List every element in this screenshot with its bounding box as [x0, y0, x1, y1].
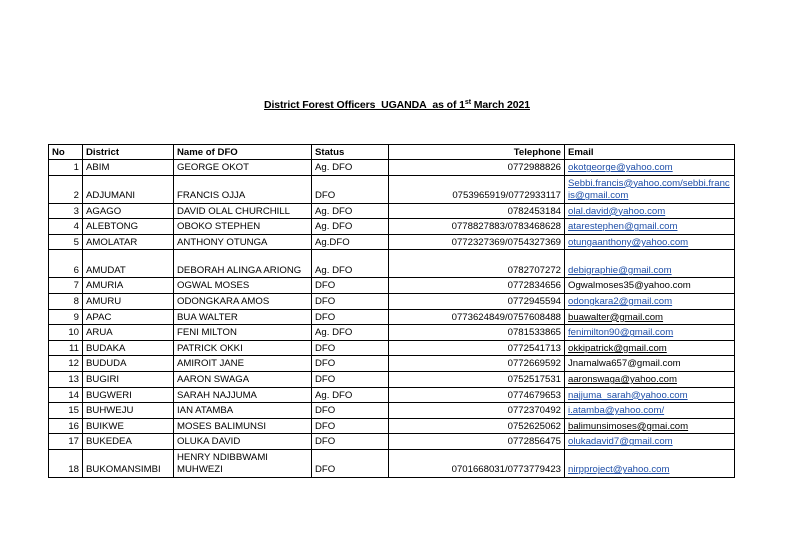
cell-district: BUIKWE: [83, 418, 174, 434]
cell-telephone: 0772541713: [389, 340, 565, 356]
email-link[interactable]: otungaanthony@yahoo.com: [568, 236, 689, 248]
table-row: [49, 203, 735, 219]
cell-no: 15: [49, 403, 83, 419]
email-link[interactable]: okotgeorge@yahoo.com: [568, 162, 673, 174]
cell-telephone: 0772945594: [389, 293, 565, 309]
cell-telephone: 0772327369/0754327369: [389, 234, 565, 250]
email-link[interactable]: balimunsimoses@gmai.com: [568, 420, 689, 432]
cell-telephone: 0772370492: [389, 403, 565, 419]
cell-status: Ag. DFO: [312, 387, 389, 403]
cell-no: 5: [49, 234, 83, 250]
cell-telephone: 0701668031/0773779423: [389, 449, 565, 477]
cell-email: [565, 340, 735, 356]
email-link[interactable]: buawalter@gmail.com: [568, 311, 664, 323]
cell-status: Ag.DFO: [312, 234, 389, 250]
header-district: District: [83, 145, 174, 160]
cell-name: OLUKA DAVID: [174, 434, 312, 450]
cell-no: 7: [49, 278, 83, 294]
cell-no: 1: [49, 160, 83, 176]
table-row: [49, 418, 735, 434]
cell-name: IAN ATAMBA: [174, 403, 312, 419]
email-link[interactable]: aaronswaga@yahoo.com: [568, 374, 677, 386]
cell-name: GEORGE OKOT: [174, 160, 312, 176]
cell-no: 18: [49, 449, 83, 477]
cell-name: DAVID OLAL CHURCHILL: [174, 203, 312, 219]
table-row: [49, 340, 735, 356]
table-row: [49, 434, 735, 450]
cell-no: 16: [49, 418, 83, 434]
cell-no: 6: [49, 250, 83, 278]
cell-email: [565, 203, 735, 219]
cell-district: BUHWEJU: [83, 403, 174, 419]
table-row: [49, 387, 735, 403]
cell-district: AMURU: [83, 293, 174, 309]
dfo-table: [48, 144, 735, 478]
cell-telephone: 0774679653: [389, 387, 565, 403]
cell-district: BUDUDA: [83, 356, 174, 372]
cell-district: ARUA: [83, 325, 174, 341]
cell-email: [565, 418, 735, 434]
cell-telephone: 0772856475: [389, 434, 565, 450]
table-row: [49, 371, 735, 387]
cell-status: DFO: [312, 356, 389, 372]
email-link[interactable]: najjuma_sarah@yahoo.com: [568, 389, 688, 401]
table-row: [49, 219, 735, 235]
header-no: No: [49, 145, 83, 160]
cell-district: AMURIA: [83, 278, 174, 294]
cell-status: DFO: [312, 418, 389, 434]
cell-telephone: 0753965919/0772933117: [389, 175, 565, 203]
header-telephone: Telephone: [389, 145, 565, 160]
cell-name: MOSES BALIMUNSI: [174, 418, 312, 434]
cell-no: 10: [49, 325, 83, 341]
cell-telephone: 0781533865: [389, 325, 565, 341]
email-link[interactable]: Sebbi.francis@yahoo.com/sebbi.francis@gmail.com: [568, 177, 730, 202]
cell-no: 4: [49, 219, 83, 235]
cell-district: BUDAKA: [83, 340, 174, 356]
title-superscript: st: [464, 99, 471, 106]
cell-district: BUGWERI: [83, 387, 174, 403]
table-row: [49, 293, 735, 309]
table-row: [49, 250, 735, 278]
cell-status: Ag. DFO: [312, 250, 389, 278]
cell-telephone: 0772988826: [389, 160, 565, 176]
header-status: Status: [312, 145, 389, 160]
cell-email: [565, 325, 735, 341]
cell-no: 14: [49, 387, 83, 403]
cell-status: DFO: [312, 278, 389, 294]
table-row: [49, 160, 735, 176]
cell-email: [565, 175, 735, 203]
cell-name: OBOKO STEPHEN: [174, 219, 312, 235]
table-row: [49, 234, 735, 250]
cell-status: Ag. DFO: [312, 219, 389, 235]
email-link[interactable]: nirpproject@yahoo.com: [568, 464, 670, 476]
cell-no: 13: [49, 371, 83, 387]
cell-email: [565, 356, 735, 372]
cell-no: 17: [49, 434, 83, 450]
header-email: Email: [565, 145, 735, 160]
cell-district: BUGIRI: [83, 371, 174, 387]
table-row: [49, 175, 735, 203]
cell-status: Ag. DFO: [312, 325, 389, 341]
cell-district: ADJUMANI: [83, 175, 174, 203]
cell-status: DFO: [312, 293, 389, 309]
table-row: [49, 325, 735, 341]
cell-status: DFO: [312, 340, 389, 356]
cell-email: [565, 371, 735, 387]
cell-name: DEBORAH ALINGA ARIONG: [174, 250, 312, 278]
cell-name: OGWAL MOSES: [174, 278, 312, 294]
cell-email: [565, 309, 735, 325]
table-row: [49, 403, 735, 419]
cell-email: [565, 449, 735, 477]
cell-name: ANTHONY OTUNGA: [174, 234, 312, 250]
cell-district: AGAGO: [83, 203, 174, 219]
cell-telephone: 0772834656: [389, 278, 565, 294]
cell-district: APAC: [83, 309, 174, 325]
cell-no: 3: [49, 203, 83, 219]
email-link[interactable]: olukadavid7@gmail.com: [568, 436, 673, 448]
title-main: District Forest Officers_UGANDA_as of 1: [264, 99, 465, 111]
cell-status: DFO: [312, 449, 389, 477]
cell-district: ALEBTONG: [83, 219, 174, 235]
cell-district: AMUDAT: [83, 250, 174, 278]
cell-name: AARON SWAGA: [174, 371, 312, 387]
email-link: Jnamalwa657@gmail.com: [568, 358, 681, 370]
header-name: Name of DFO: [174, 145, 312, 160]
table-row: [49, 356, 735, 372]
cell-telephone: 0778827883/0783468628: [389, 219, 565, 235]
cell-telephone: 0773624849/0757608488: [389, 309, 565, 325]
cell-name: AMIROIT JANE: [174, 356, 312, 372]
email-link[interactable]: fenimilton90@gmail.com: [568, 327, 674, 339]
cell-name: HENRY NDIBBWAMI MUHWEZI: [174, 449, 312, 477]
cell-telephone: 0752517531: [389, 371, 565, 387]
cell-telephone: 0782453184: [389, 203, 565, 219]
cell-status: DFO: [312, 175, 389, 203]
cell-name: BUA WALTER: [174, 309, 312, 325]
cell-email: [565, 219, 735, 235]
cell-status: Ag. DFO: [312, 160, 389, 176]
cell-email: [565, 278, 735, 294]
cell-name: FRANCIS OJJA: [174, 175, 312, 203]
cell-status: DFO: [312, 309, 389, 325]
cell-district: ABIM: [83, 160, 174, 176]
cell-name: ODONGKARA AMOS: [174, 293, 312, 309]
table-header-row: [49, 145, 735, 160]
cell-status: Ag. DFO: [312, 203, 389, 219]
table-row: [49, 278, 735, 294]
cell-no: 12: [49, 356, 83, 372]
email-link[interactable]: i.atamba@yahoo.com/: [568, 405, 665, 417]
title-tail: March 2021: [470, 99, 530, 111]
email-link[interactable]: debigraphie@gmail.com: [568, 264, 672, 276]
email-link[interactable]: atarestephen@gmail.com: [568, 221, 678, 233]
email-link[interactable]: okkipatrick@gmail.com: [568, 342, 667, 354]
cell-telephone: 0782707272: [389, 250, 565, 278]
cell-email: [565, 434, 735, 450]
cell-district: AMOLATAR: [83, 234, 174, 250]
table-row: [49, 309, 735, 325]
cell-name: SARAH NAJJUMA: [174, 387, 312, 403]
cell-email: [565, 293, 735, 309]
cell-district: BUKOMANSIMBI: [83, 449, 174, 477]
cell-email: [565, 160, 735, 176]
cell-no: 2: [49, 175, 83, 203]
cell-name: FENI MILTON: [174, 325, 312, 341]
cell-email: [565, 234, 735, 250]
cell-email: [565, 250, 735, 278]
cell-district: BUKEDEA: [83, 434, 174, 450]
cell-status: DFO: [312, 434, 389, 450]
email-link[interactable]: odongkara2@gmail.com: [568, 296, 673, 308]
cell-status: DFO: [312, 403, 389, 419]
cell-email: [565, 387, 735, 403]
cell-name: PATRICK OKKI: [174, 340, 312, 356]
cell-telephone: 0752625062: [389, 418, 565, 434]
cell-no: 11: [49, 340, 83, 356]
cell-no: 8: [49, 293, 83, 309]
document-title: [0, 99, 794, 111]
email-link: Ogwalmoses35@yahoo.com: [568, 280, 691, 292]
cell-status: DFO: [312, 371, 389, 387]
cell-email: [565, 403, 735, 419]
cell-telephone: 0772669592: [389, 356, 565, 372]
cell-no: 9: [49, 309, 83, 325]
table-row: [49, 449, 735, 477]
email-link[interactable]: olal.david@yahoo.com: [568, 205, 666, 217]
